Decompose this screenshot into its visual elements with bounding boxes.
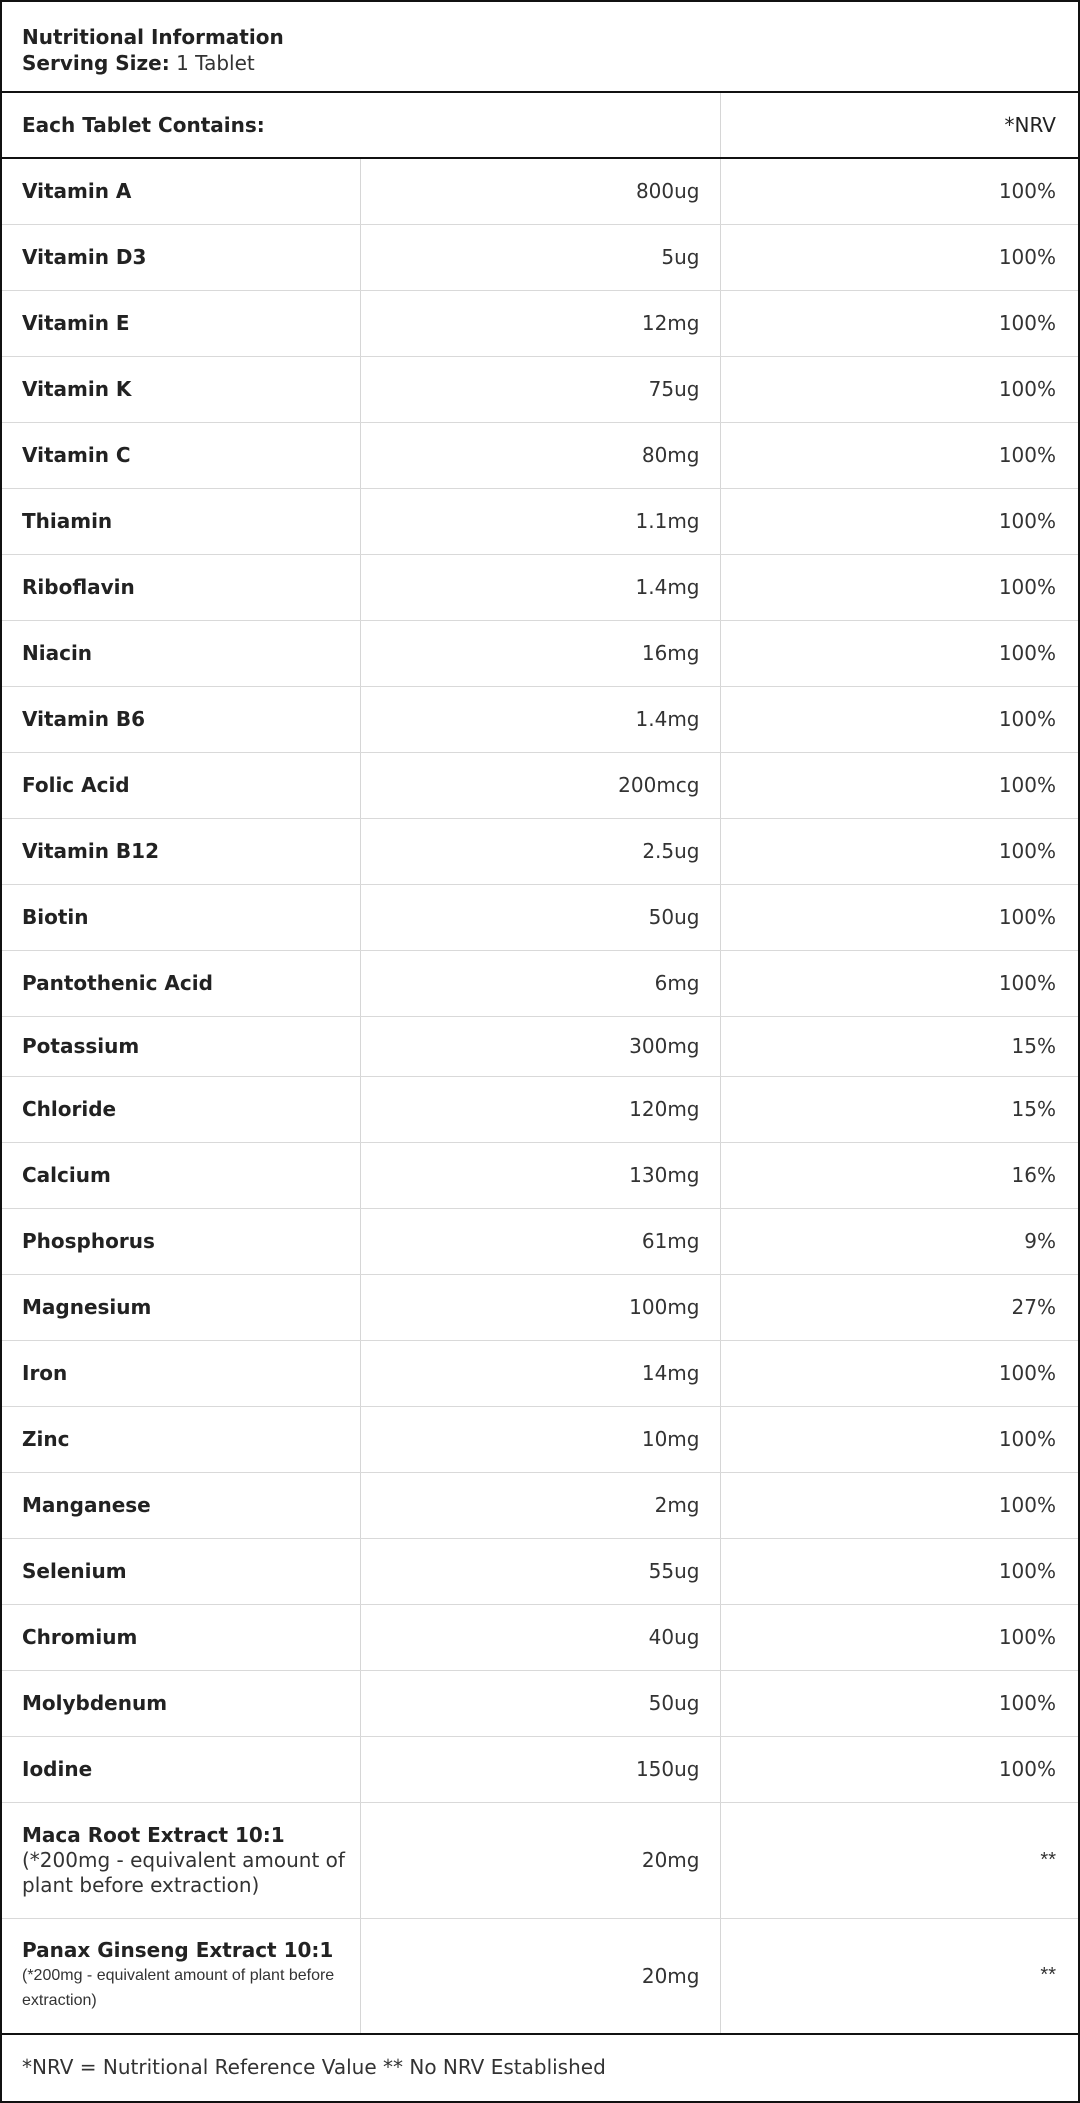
nutrient-nrv: ** (720, 1918, 1078, 2034)
nutrient-nrv: 100% (720, 620, 1078, 686)
nutrient-nrv: 27% (720, 1274, 1078, 1340)
nutrient-amount: 6mg (360, 950, 720, 1016)
nutrient-name-cell (2, 1142, 360, 1208)
table-row (2, 1472, 1078, 1538)
nutrient-name: Panax Ginseng Extract 10:1 (22, 1938, 334, 1963)
nutrient-name: Iron (22, 1360, 68, 1385)
nrv-header: *NRV (720, 93, 1078, 158)
nutrient-name: Vitamin C (22, 442, 131, 467)
nutrient-name-cell (2, 1736, 360, 1802)
nutrient-name-cell (2, 1538, 360, 1604)
panel-title: Nutritional Information (22, 25, 284, 49)
nutrient-nrv: ** (720, 1802, 1078, 1918)
footer-note: *NRV = Nutritional Reference Value ** No NRV Established (22, 2055, 606, 2079)
table-row (2, 950, 1078, 1016)
nutrient-amount: 10mg (360, 1406, 720, 1472)
nutrient-name-cell (2, 1076, 360, 1142)
nutrient-name-cell (2, 554, 360, 620)
nutrient-amount: 150ug (360, 1736, 720, 1802)
nutrition-table (2, 93, 1078, 2035)
table-row (2, 488, 1078, 554)
nutrient-amount: 14mg (360, 1340, 720, 1406)
nutrient-nrv: 15% (720, 1016, 1078, 1076)
table-row (2, 620, 1078, 686)
nutrient-name-cell (2, 1918, 360, 2034)
table-row (2, 224, 1078, 290)
nutrient-amount: 20mg (360, 1802, 720, 1918)
nutrient-name: Vitamin A (22, 178, 132, 203)
table-row (2, 686, 1078, 752)
nutrient-name: Magnesium (22, 1294, 152, 1319)
nutrient-amount: 120mg (360, 1076, 720, 1142)
table-row (2, 356, 1078, 422)
nutrient-name: Biotin (22, 904, 89, 929)
nutrient-nrv: 100% (720, 290, 1078, 356)
table-row (2, 818, 1078, 884)
nutrient-name-cell (2, 752, 360, 818)
table-row (2, 1142, 1078, 1208)
nutrient-amount: 130mg (360, 1142, 720, 1208)
nutrient-name-cell (2, 1802, 360, 1918)
nutrient-name: Maca Root Extract 10:1 (22, 1822, 285, 1847)
nutrient-amount: 200mcg (360, 752, 720, 818)
nutrient-nrv: 100% (720, 356, 1078, 422)
nutrient-name-cell (2, 1604, 360, 1670)
nutrient-name-cell (2, 224, 360, 290)
nutrient-nrv: 100% (720, 950, 1078, 1016)
nutrient-name: Chloride (22, 1096, 117, 1121)
nutrient-amount: 1.4mg (360, 686, 720, 752)
nutrient-amount: 40ug (360, 1604, 720, 1670)
table-row (2, 422, 1078, 488)
nutrient-amount: 1.4mg (360, 554, 720, 620)
nutrient-name: Pantothenic Acid (22, 970, 213, 995)
table-row (2, 1604, 1078, 1670)
nutrient-name-cell (2, 1340, 360, 1406)
nutrient-name: Molybdenum (22, 1690, 168, 1715)
table-row (2, 1670, 1078, 1736)
nutrient-nrv: 100% (720, 158, 1078, 224)
nutrient-name-cell (2, 950, 360, 1016)
nutrient-nrv: 100% (720, 884, 1078, 950)
nutrient-name-cell (2, 884, 360, 950)
nutrient-name: Riboflavin (22, 574, 135, 599)
nutrient-name-cell (2, 818, 360, 884)
nutrient-name-cell (2, 422, 360, 488)
nutrient-nrv: 100% (720, 554, 1078, 620)
nutrient-name: Vitamin K (22, 376, 132, 401)
nutrient-name-cell (2, 686, 360, 752)
nutrient-name: Thiamin (22, 508, 113, 533)
nutrient-note: (*200mg - equivalent amount of plant before extraction) (22, 1967, 335, 2010)
nutrient-name: Zinc (22, 1426, 70, 1451)
nutrient-amount: 5ug (360, 224, 720, 290)
table-row (2, 752, 1078, 818)
nutrient-amount: 300mg (360, 1016, 720, 1076)
nutrient-amount: 2mg (360, 1472, 720, 1538)
nutrient-name: Selenium (22, 1558, 127, 1583)
nutrient-nrv: 100% (720, 422, 1078, 488)
nutrient-amount: 16mg (360, 620, 720, 686)
table-row (2, 1736, 1078, 1802)
nutrient-amount: 50ug (360, 884, 720, 950)
nutrient-amount: 20mg (360, 1918, 720, 2034)
nutrient-nrv: 100% (720, 224, 1078, 290)
table-row (2, 1208, 1078, 1274)
table-header-row (2, 93, 1078, 158)
nutrient-name: Vitamin B6 (22, 706, 146, 731)
nutrient-amount: 800ug (360, 158, 720, 224)
nutrient-name-cell (2, 620, 360, 686)
table-row (2, 1802, 1078, 1918)
nutrient-name-cell (2, 1016, 360, 1076)
nutrient-note: (*200mg - equivalent amount of plant before extraction) (22, 1847, 345, 1897)
nutrient-name-cell (2, 356, 360, 422)
nutrient-name-cell (2, 1472, 360, 1538)
nutrient-name: Iodine (22, 1756, 93, 1781)
nutrient-nrv: 15% (720, 1076, 1078, 1142)
nutrient-amount: 61mg (360, 1208, 720, 1274)
nutrient-nrv: 100% (720, 1340, 1078, 1406)
nutrient-amount: 100mg (360, 1274, 720, 1340)
nutrient-name: Vitamin D3 (22, 244, 147, 269)
each-tablet-contains-header: Each Tablet Contains: (2, 93, 720, 158)
nutrient-name: Potassium (22, 1033, 140, 1058)
table-row (2, 1538, 1078, 1604)
nutrient-name-cell (2, 1670, 360, 1736)
nutrient-name-cell (2, 158, 360, 224)
nutrient-nrv: 100% (720, 1472, 1078, 1538)
nutrient-name: Vitamin B12 (22, 838, 160, 863)
nutrient-name: Phosphorus (22, 1228, 155, 1253)
table-row (2, 1340, 1078, 1406)
nutrient-amount: 2.5ug (360, 818, 720, 884)
table-row (2, 1918, 1078, 2034)
nutrient-nrv: 9% (720, 1208, 1078, 1274)
title-block (2, 2, 1078, 93)
nutrient-name: Calcium (22, 1162, 111, 1187)
serving-size-value: 1 Tablet (176, 51, 255, 75)
nutrient-amount: 75ug (360, 356, 720, 422)
nutrient-amount: 50ug (360, 1670, 720, 1736)
nutrient-name: Chromium (22, 1624, 138, 1649)
nutrient-name-cell (2, 1274, 360, 1340)
table-row (2, 158, 1078, 224)
nutrient-name: Vitamin E (22, 310, 130, 335)
nutrient-name: Manganese (22, 1492, 151, 1517)
nutrient-amount: 12mg (360, 290, 720, 356)
table-row (2, 1406, 1078, 1472)
table-row (2, 884, 1078, 950)
nutrient-amount: 80mg (360, 422, 720, 488)
nutrient-nrv: 100% (720, 686, 1078, 752)
serving-size (22, 50, 1058, 76)
nutrient-name-cell (2, 488, 360, 554)
nutrient-nrv: 100% (720, 752, 1078, 818)
nutrient-nrv: 100% (720, 1670, 1078, 1736)
table-row (2, 1274, 1078, 1340)
table-row (2, 1076, 1078, 1142)
nutrient-name: Folic Acid (22, 772, 130, 797)
nutrient-name-cell (2, 1406, 360, 1472)
nutrient-nrv: 100% (720, 1538, 1078, 1604)
nutrient-amount: 55ug (360, 1538, 720, 1604)
table-row (2, 554, 1078, 620)
nutrient-name-cell (2, 1208, 360, 1274)
nutrient-name: Niacin (22, 640, 93, 665)
nutrient-name-cell (2, 290, 360, 356)
nutrient-nrv: 100% (720, 1604, 1078, 1670)
serving-size-label: Serving Size: (22, 51, 170, 75)
nutrient-nrv: 100% (720, 488, 1078, 554)
nutrient-nrv: 16% (720, 1142, 1078, 1208)
nutrient-nrv: 100% (720, 1736, 1078, 1802)
nutrient-amount: 1.1mg (360, 488, 720, 554)
nutrient-nrv: 100% (720, 818, 1078, 884)
table-row (2, 290, 1078, 356)
nutrient-nrv: 100% (720, 1406, 1078, 1472)
table-row (2, 1016, 1078, 1076)
